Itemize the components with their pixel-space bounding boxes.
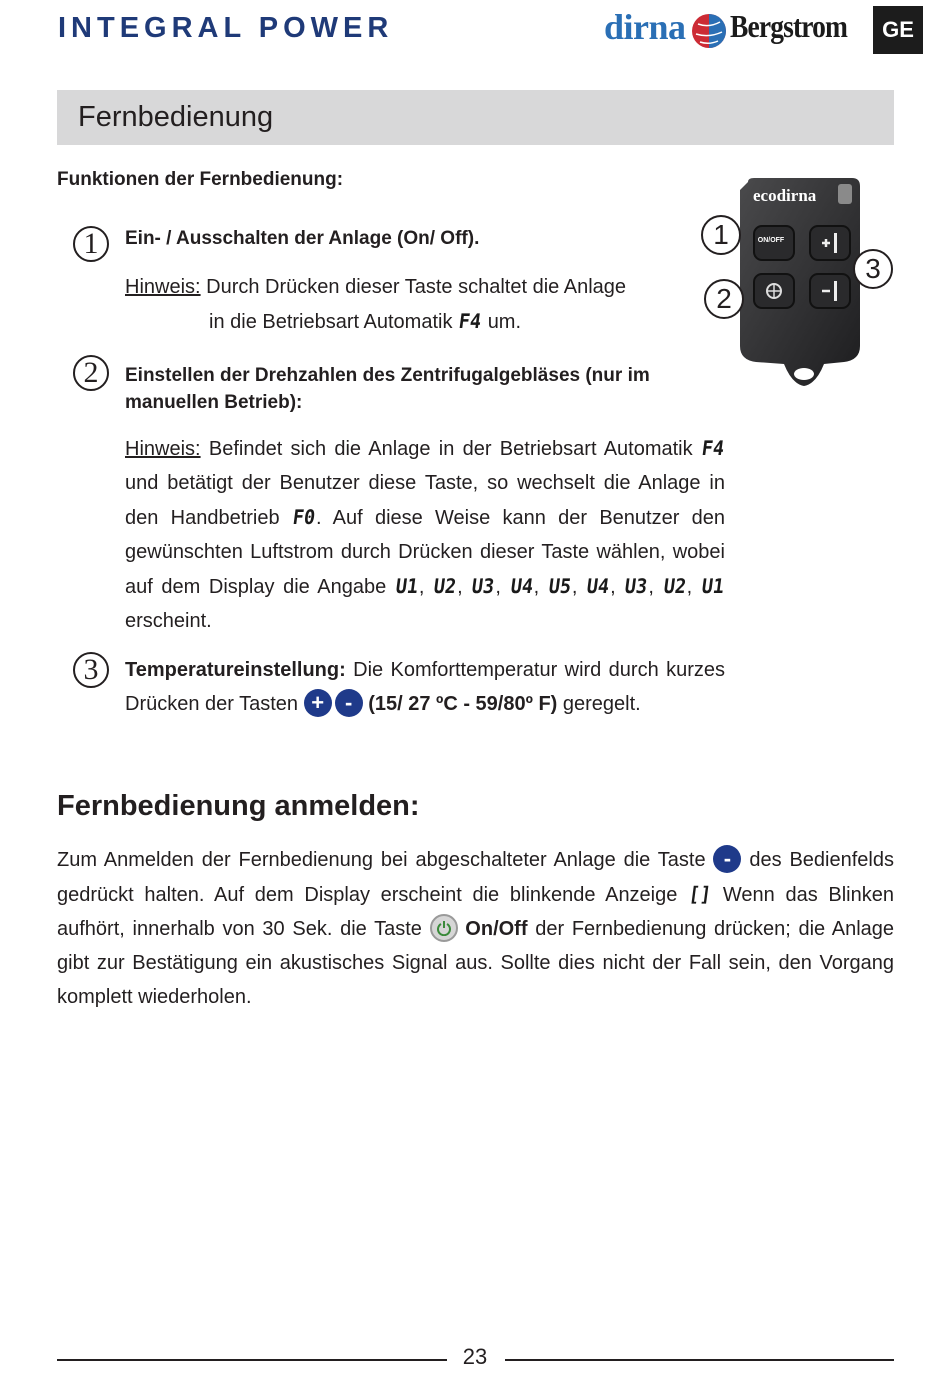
note-label: Hinweis: bbox=[125, 438, 201, 460]
display-code-f4: F4 bbox=[457, 309, 483, 333]
item-number-1: 1 bbox=[73, 226, 109, 262]
blink-display-code: [] bbox=[687, 882, 713, 906]
item-number-2: 2 bbox=[73, 355, 109, 391]
speed-code: U2 bbox=[432, 574, 458, 598]
page-number: 23 bbox=[462, 1344, 488, 1369]
item-3-body-end: geregelt. bbox=[562, 693, 641, 715]
note-text: erscheint. bbox=[125, 610, 212, 632]
minus-button-icon: - bbox=[335, 689, 363, 717]
power-icon bbox=[430, 914, 458, 942]
remote-brand: ecodirna bbox=[753, 186, 817, 205]
brand-title: INTEGRAL POWER bbox=[58, 12, 394, 44]
item-2-note: Hinweis: Befindet sich die Anlage in der Betriebsart Automatik F4 und betätigt der Benutzer diese Taste, so wechselt die Anlage in den Handbetrieb F0. Auf diese Weise kann der Benutzer den gewünschten Luftstrom durch Drücken dieser Taste wählen, wobei auf dem Display die Angabe U1, U2, U3, U4, U5, U4, U3, U2, U1 erscheint. bbox=[125, 431, 725, 638]
functions-heading: Funktionen der Fernbedienung: bbox=[57, 169, 344, 190]
callout-3: 3 bbox=[853, 249, 893, 289]
item-3-text bbox=[125, 653, 725, 721]
register-body: des Bedienfelds gedrückt halten. Auf dem Display erscheint die blinkende Anzeige bbox=[57, 849, 894, 906]
speed-code: U4 bbox=[508, 574, 535, 598]
note-line-2: in die Betriebsart Automatik bbox=[209, 311, 453, 333]
callout-1: 1 bbox=[701, 215, 741, 255]
note-line-1: Durch Drücken dieser Taste schaltet die Anlage bbox=[206, 276, 627, 298]
remote-onoff-label: ON/OFF bbox=[757, 237, 785, 244]
onoff-label: On/Off bbox=[465, 918, 528, 940]
minus-button-icon: - bbox=[713, 845, 741, 873]
temperature-range: (15/ 27 ºC - 59/80º F) bbox=[368, 693, 558, 715]
section-title: Fernbedienung bbox=[78, 101, 274, 133]
speed-code: U5 bbox=[547, 574, 573, 598]
speed-code: U3 bbox=[623, 574, 650, 598]
speed-code: U2 bbox=[661, 574, 688, 598]
bergstrom-logo: Bergstrom bbox=[730, 8, 848, 44]
item-number-3: 3 bbox=[73, 652, 109, 688]
register-text bbox=[57, 843, 894, 1014]
item-1-note bbox=[125, 270, 685, 339]
display-code-f4: F4 bbox=[700, 436, 726, 460]
dirna-logo: dirna bbox=[604, 7, 686, 47]
speed-code: U4 bbox=[585, 574, 611, 598]
register-body: Zum Anmelden der Fernbedienung bei abgeschalteter Anlage die Taste bbox=[57, 849, 706, 871]
language-badge: GE bbox=[873, 6, 923, 54]
display-code-f0: F0 bbox=[291, 505, 317, 529]
item-2-title: Einstellen der Drehzahlen des Zentrifugalgebläses (nur im manuellen Betrieb): bbox=[125, 365, 650, 413]
speed-code: U3 bbox=[470, 574, 497, 598]
item-1-title: Ein- / Ausschalten der Anlage (On/ Off). bbox=[125, 228, 480, 249]
plus-button-icon: + bbox=[304, 689, 332, 717]
note-line-2-end: um. bbox=[487, 311, 522, 333]
callout-2: 2 bbox=[704, 279, 744, 319]
item-3-body: Die Komforttemperatur wird durch kurzes Drücken der Tasten bbox=[125, 659, 725, 715]
item-3-title: Temperatureinstellung: bbox=[125, 659, 346, 681]
note-label: Hinweis: bbox=[125, 276, 201, 298]
speed-code: U1 bbox=[394, 574, 420, 598]
note-text: Befindet sich die Anlage in der Betriebsart Automatik bbox=[208, 438, 693, 460]
speed-code: U1 bbox=[700, 574, 726, 598]
register-heading: Fernbedienung anmelden: bbox=[57, 790, 420, 822]
register-body: der Fernbedienung drücken; die Anlage gibt zur Bestätigung ein akustisches Signal aus. Sollte dies nicht der Fall sein, den Vorgang komplett wiederholen. bbox=[57, 918, 895, 1008]
globe-icon bbox=[690, 12, 728, 55]
note-text: und betätigt der Benutzer diese Taste, so wechselt die Anlage in den Handbetrieb bbox=[125, 472, 725, 529]
note-text: . Auf diese Weise kann der Benutzer den gewünschten Luftstrom durch Drücken dieser Taste wählen, wobei auf dem Display die Angabe bbox=[125, 507, 725, 598]
register-body: Wenn das Blinken aufhört, innerhalb von 30 Sek. die Taste bbox=[57, 884, 894, 940]
